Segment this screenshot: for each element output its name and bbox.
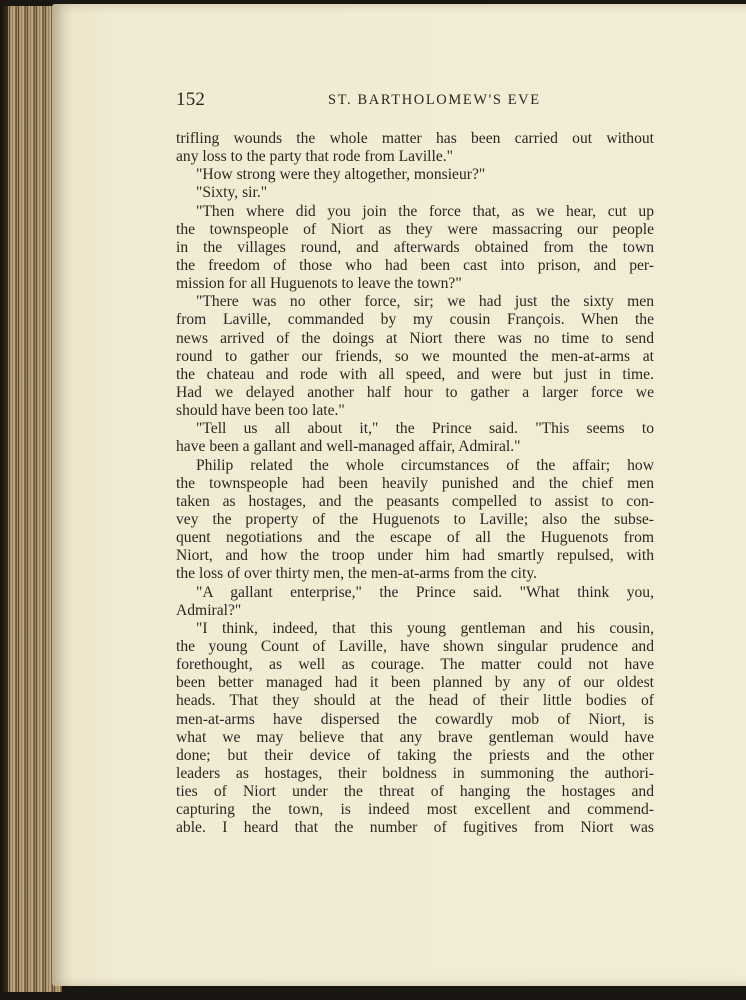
text-line: leaders as hostages, their boldness in summoning the authori- — [176, 764, 654, 782]
text-line: Philip related the whole circumstances of the affair; how — [196, 456, 654, 474]
text-line: capturing the town, is indeed most excellent and commend- — [176, 801, 654, 819]
text-line: news arrived of the doings at Niort there was no time to send — [176, 329, 654, 347]
text-line: what we may believe that any brave gentleman would have — [176, 728, 654, 746]
page-number: 152 — [176, 89, 206, 110]
text-line: the loss of over thirty men, the men-at-arms from the city. — [176, 565, 538, 583]
text-line: Niort, and how the troop under him had smartly repulsed, with — [176, 547, 654, 565]
text-line: Admiral?" — [176, 601, 242, 619]
text-line: in the villages round, and afterwards obtained from the town — [176, 238, 654, 256]
text-line: "How strong were they altogether, monsieur?" — [196, 166, 486, 184]
text-line: heads. That they should at the head of their little bodies of — [176, 692, 654, 710]
text-line: able. I heard that the number of fugitives from Niort was — [176, 819, 654, 837]
text-line: round to gather our friends, so we mounted the men-at-arms at — [176, 347, 654, 365]
text-line: Had we delayed another half hour to gather a larger force we — [176, 383, 654, 401]
text-line: from Laville, commanded by my cousin François. When the — [176, 311, 654, 329]
text-line: have been a gallant and well-managed affair, Admiral." — [176, 438, 521, 456]
text-line: taken as hostages, and the peasants compelled to assist to con- — [176, 492, 654, 510]
text-line: quent negotiations and the escape of all the Huguenots from — [176, 529, 654, 547]
text-line: "Tell us all about it," the Prince said. "This seems to — [196, 420, 654, 438]
running-head: ST. BARTHOLOMEW'S EVE — [328, 92, 541, 108]
text-line: the young Count of Laville, have shown singular prudence and — [176, 637, 654, 655]
text-line: "A gallant enterprise," the Prince said. "What think you, — [196, 583, 654, 601]
text-line: the townspeople of Niort as they were massacring our people — [176, 220, 654, 238]
text-line: vey the property of the Huguenots to Laville; also the subse- — [176, 510, 654, 528]
text-line: the chateau and rode with all speed, and were but just in time. — [176, 365, 654, 383]
text-line: the townspeople had been heavily punished and the chief men — [176, 474, 654, 492]
text-line: "Sixty, sir." — [196, 184, 268, 202]
text-line: "There was no other force, sir; we had just the sixty men — [196, 293, 654, 311]
text-line: been better managed had it been planned by any of our oldest — [176, 674, 654, 692]
text-line: ties of Niort under the threat of hanging the hostages and — [176, 783, 654, 801]
body-text — [176, 130, 654, 837]
text-line: forethought, as well as courage. The matter could not have — [176, 656, 654, 674]
text-line: "Then where did you join the force that, as we hear, cut up — [196, 202, 654, 220]
text-line: "I think, indeed, that this young gentleman and his cousin, — [196, 619, 654, 637]
text-line: any loss to the party that rode from Laville." — [176, 148, 454, 166]
text-line: should have been too late." — [176, 402, 345, 420]
text-line: men-at-arms have dispersed the cowardly mob of Niort, is — [176, 710, 654, 728]
text-line: done; but their device of taking the priests and the other — [176, 746, 654, 764]
text-line: trifling wounds the whole matter has been carried out without — [176, 130, 654, 147]
text-line: the freedom of those who had been cast into prison, and per- — [176, 256, 654, 274]
book-spine-shadow — [0, 6, 8, 992]
text-line: mission for all Huguenots to leave the town?" — [176, 275, 462, 293]
page-header — [176, 89, 654, 113]
